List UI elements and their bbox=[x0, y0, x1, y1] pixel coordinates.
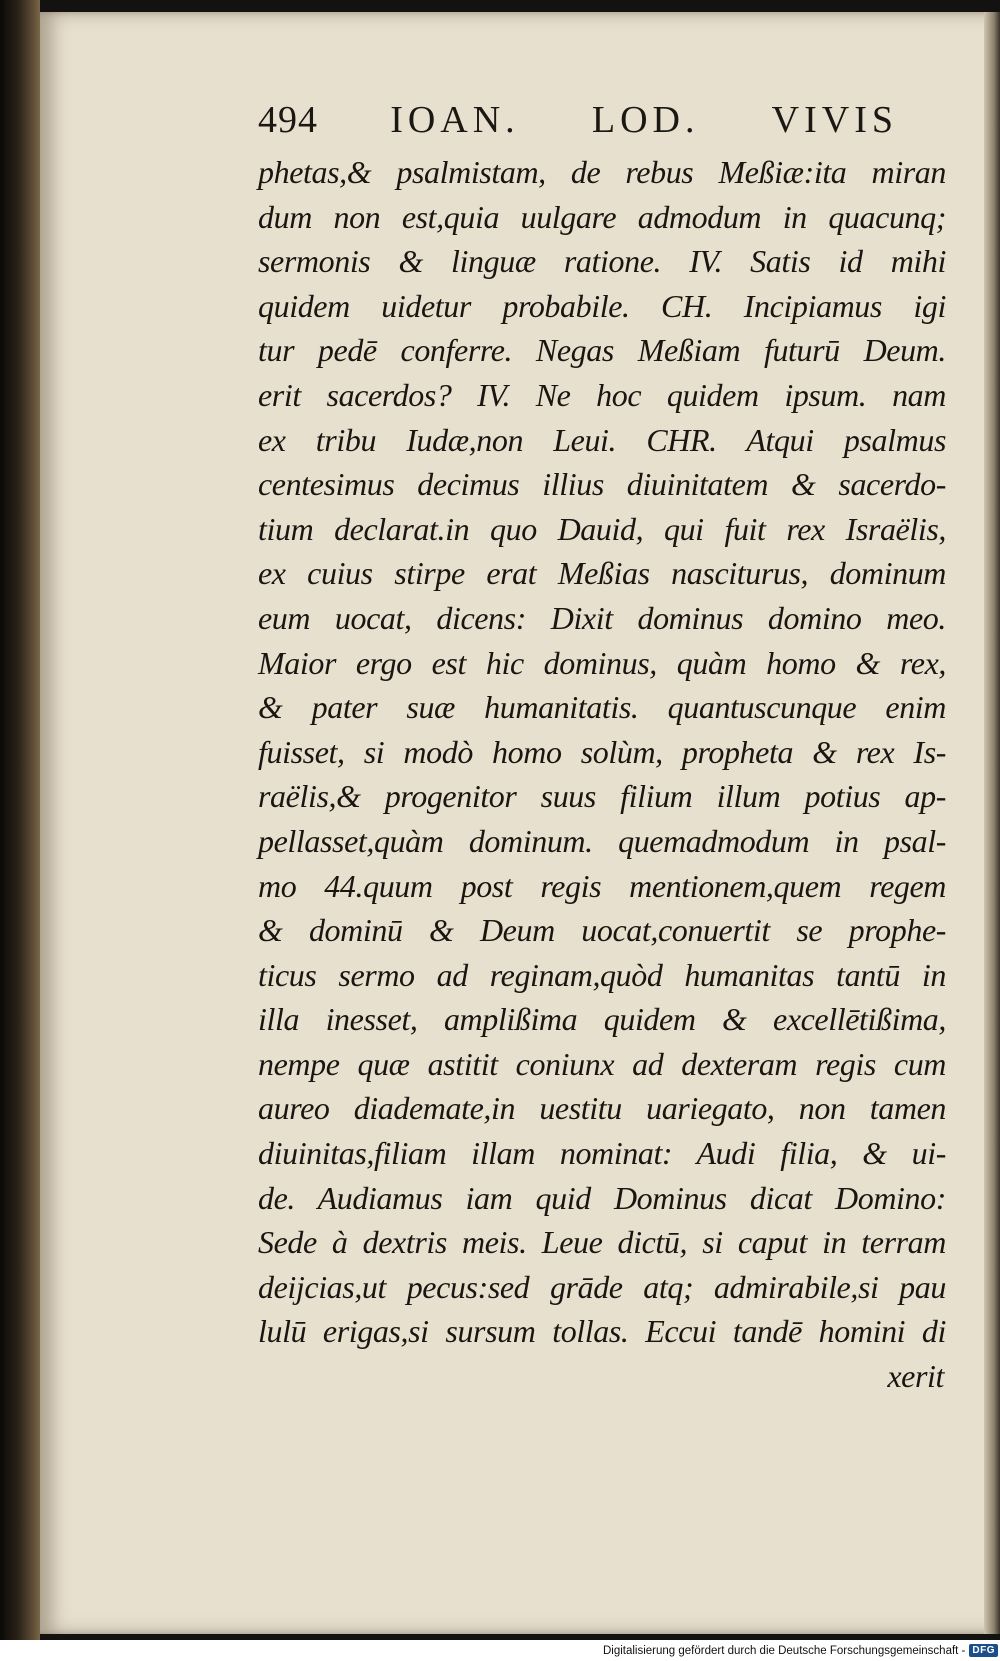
text-line: nempe quæ astitit coniunx ad dexteram regis cum bbox=[258, 1045, 946, 1082]
text-line: quidem uidetur probabile. CH. Incipiamus igi bbox=[258, 287, 946, 324]
digitization-footer bbox=[0, 1640, 1000, 1661]
page-edge bbox=[984, 12, 1000, 1634]
text-line: eum uocat, dicens: Dixit dominus domino meo. bbox=[258, 599, 946, 636]
body-text bbox=[258, 150, 946, 1399]
text-line: sermonis & linguæ ratione. IV. Satis id mihi bbox=[258, 243, 946, 280]
running-title-word: LOD. bbox=[591, 99, 700, 141]
text-line: dum non est,quia uulgare admodum in quacunq; bbox=[258, 198, 946, 235]
text-line: illa inesset, amplißima quidem & excellētißima, bbox=[258, 1001, 946, 1038]
text-line: & dominū & Deum uocat,conuertit se prophe- bbox=[258, 912, 946, 949]
text-line: centesimus decimus illius diuinitatem & sacerdo- bbox=[258, 466, 946, 503]
text-line: lulū erigas,si sursum tollas. Eccui tandē homini di bbox=[258, 1313, 946, 1350]
text-line: & pater suæ humanitatis. quantuscunque enim bbox=[258, 689, 946, 726]
text-line: ex tribu Iudæ,non Leui. CHR. Atqui psalmus bbox=[258, 421, 946, 458]
running-header bbox=[258, 98, 898, 144]
text-line: Maior ergo est hic dominus, quàm homo & rex, bbox=[258, 644, 946, 681]
dfg-logo: DFG bbox=[969, 1644, 998, 1657]
page-number: 494 bbox=[258, 99, 318, 141]
text-line: aureo diademate,in uestitu uariegato, non tamen bbox=[258, 1090, 946, 1127]
text-line: raëlis,& progenitor suus filium illum potius ap- bbox=[258, 778, 946, 815]
text-line: de. Audiamus iam quid Dominus dicat Domino: bbox=[258, 1179, 946, 1216]
text-line: diuinitas,filiam illam nominat: Audi filia, & ui- bbox=[258, 1135, 946, 1172]
text-line: tium declarat.in quo Dauid, qui fuit rex Israëlis, bbox=[258, 510, 946, 547]
running-title-word: IOAN. bbox=[390, 99, 520, 141]
funding-credit: Digitalisierung gefördert durch die Deutsche Forschungsgemeinschaft - bbox=[602, 1644, 966, 1657]
text-line: ticus sermo ad reginam,quòd humanitas tantū in bbox=[258, 956, 946, 993]
text-line: fuisset, si modò homo solùm, propheta & rex Is- bbox=[258, 733, 946, 770]
text-line: Sede à dextris meis. Leue dictū, si caput in terram bbox=[258, 1224, 946, 1261]
book-binding bbox=[0, 0, 40, 1640]
text-line: deijcias,ut pecus:sed grāde atq; admirabile,si pau bbox=[258, 1268, 946, 1305]
text-line: tur pedē conferre. Negas Meßiam futurū Deum. bbox=[258, 332, 946, 369]
text-line: mo 44.quum post regis mentionem,quem regem bbox=[258, 867, 946, 904]
running-title-word: VIVIS bbox=[771, 99, 898, 141]
text-line: pellasset,quàm dominum. quemadmodum in psal- bbox=[258, 822, 946, 859]
catchword: xerit bbox=[887, 1358, 944, 1395]
text-line: ex cuius stirpe erat Meßias nasciturus, dominum bbox=[258, 555, 946, 592]
text-line: erit sacerdos? IV. Ne hoc quidem ipsum. nam bbox=[258, 376, 946, 413]
text-line: phetas,& psalmistam, de rebus Meßiæ:ita miran bbox=[258, 154, 946, 190]
